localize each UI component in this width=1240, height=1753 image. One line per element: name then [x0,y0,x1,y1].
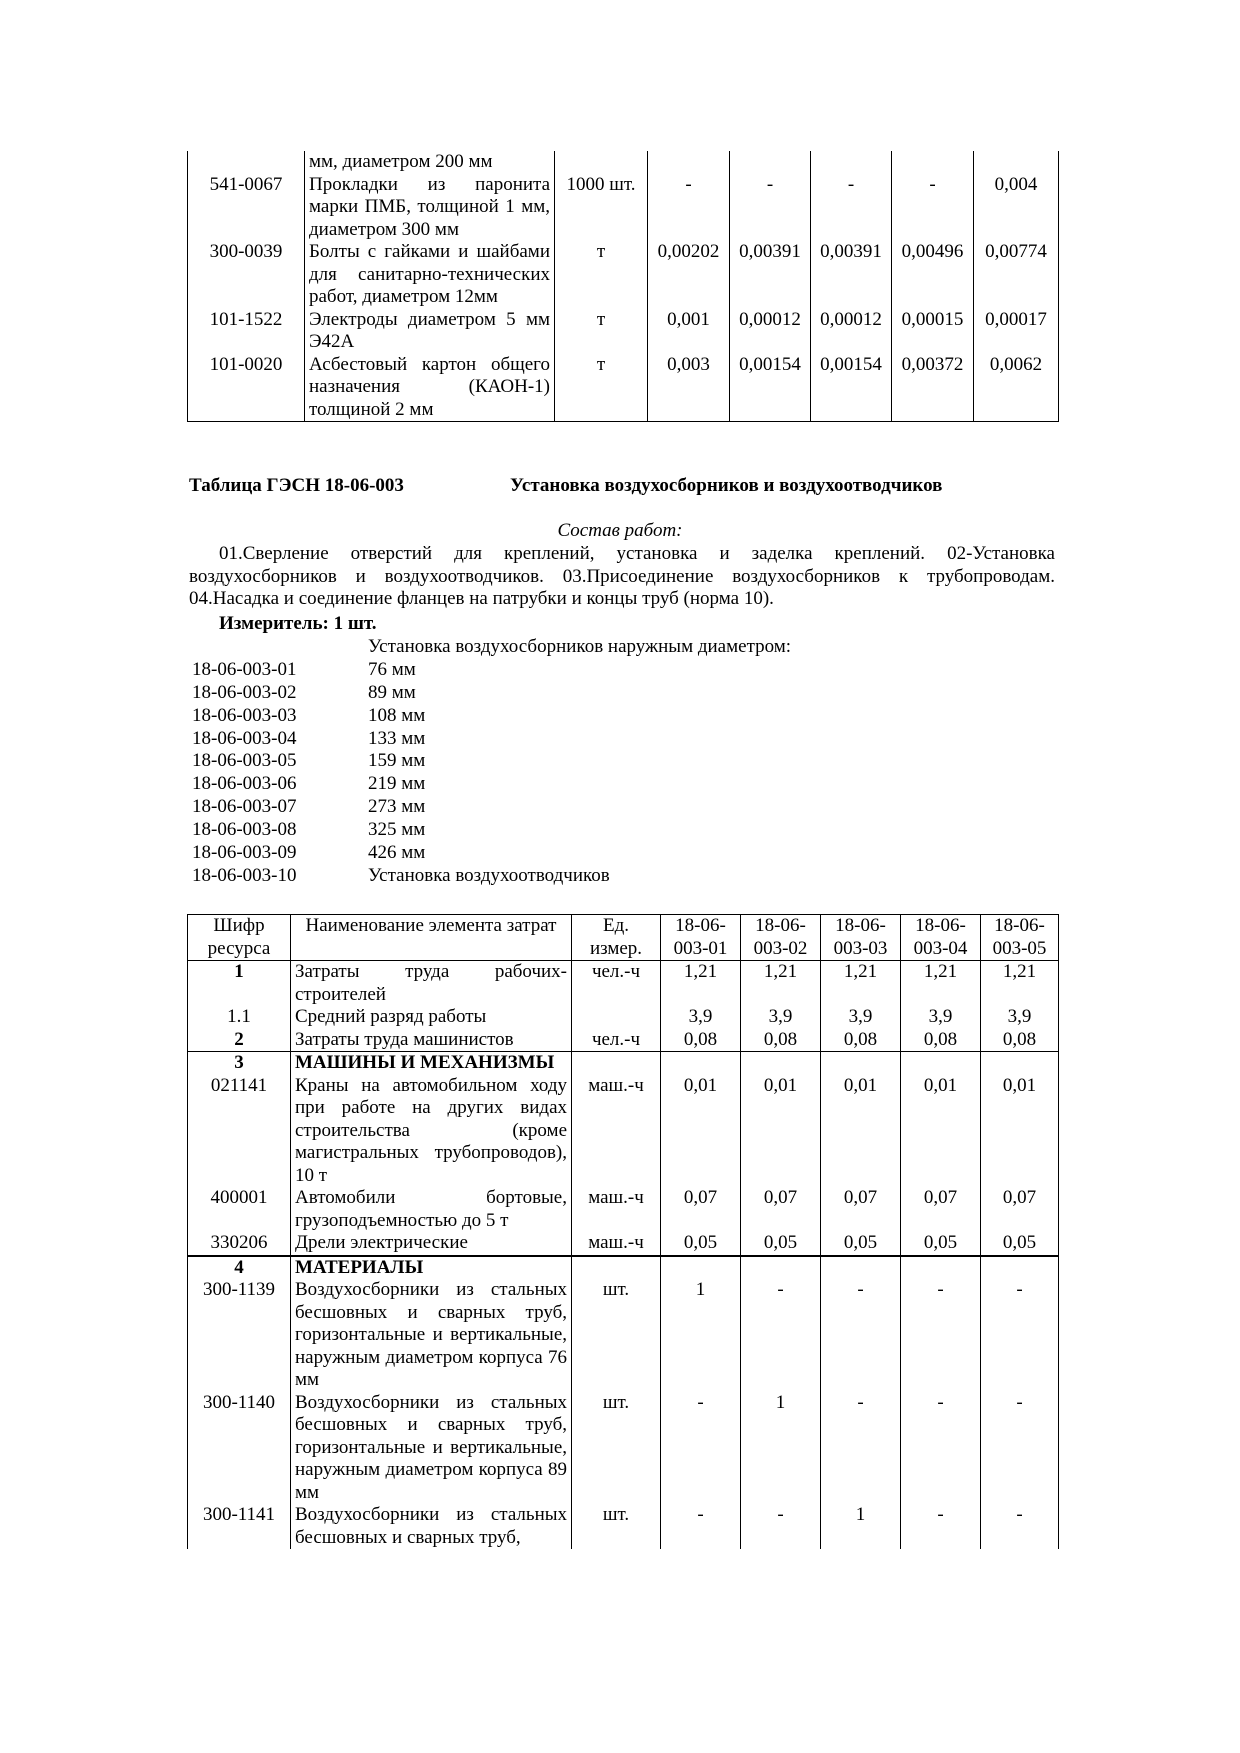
header-col-2: 18-06-003-02 [741,915,821,961]
resource-name: МАТЕРИАЛЫ [291,1256,572,1280]
resource-value: 0,001 [648,309,730,354]
resource-value: 1,21 [981,961,1059,1007]
resource-code: 300-1139 [188,1279,291,1392]
resource-value: 1 [821,1504,901,1549]
resource-code [188,151,305,174]
resource-value: - [892,174,974,242]
resource-value: 0,00012 [811,309,892,354]
resource-value: 0,00496 [892,241,974,309]
resource-code: 2 [188,1029,291,1052]
resource-code: 330206 [188,1232,291,1256]
table-row [188,1029,1059,1052]
resource-unit: 1000 шт. [555,174,648,242]
resource-unit: шт. [572,1392,661,1505]
table-row [188,1392,1059,1505]
resource-value: 1 [741,1392,821,1505]
table-title: Установка воздухосборников и воздухоотводчиков [510,475,943,496]
resource-value: - [648,174,730,242]
norm-code: 18-06-003-03 [192,704,297,726]
resource-value: 0,08 [821,1029,901,1052]
resource-code: 541-0067 [188,174,305,242]
resource-name: Воздухосборники из стальных бесшовных и сварных труб, горизонтальные и вертикальные, наружным диаметром корпуса 89 мм [291,1392,572,1505]
resource-value [892,151,974,174]
norm-code: 18-06-003-07 [192,796,297,818]
resource-code: 4 [188,1256,291,1280]
norm-code-description: 108 мм [368,704,426,726]
norm-code: 18-06-003-08 [192,819,297,841]
header-col-5: 18-06-003-05 [981,915,1059,961]
table-row [188,1075,1059,1188]
resource-code: 1 [188,961,291,1007]
resource-value: - [661,1392,741,1505]
resource-unit: шт. [572,1504,661,1549]
table-row [188,151,1059,174]
resource-value: 0,07 [661,1187,741,1232]
table-row [188,1006,1059,1029]
resource-unit: т [555,309,648,354]
resource-value: 0,004 [974,174,1059,242]
resource-unit: шт. [572,1279,661,1392]
resource-value [901,1256,981,1280]
header-col-1: 18-06-003-01 [661,915,741,961]
resource-code: 101-0020 [188,354,305,422]
resource-unit [572,1052,661,1075]
resource-name: Автомобили бортовые, грузоподъемностью до 5 т [291,1187,572,1232]
resource-name: Воздухосборники из стальных бесшовных и сварных труб, горизонтальные и вертикальные, наружным диаметром корпуса 76 мм [291,1279,572,1392]
resource-value: 0,05 [981,1232,1059,1256]
header-unit: Ед. измер. [572,915,661,961]
resource-value [741,1052,821,1075]
resource-value: 0,0062 [974,354,1059,422]
resource-code: 021141 [188,1075,291,1188]
resource-value: 0,00774 [974,241,1059,309]
table-row [188,241,1059,309]
norm-code-description: 325 мм [368,819,426,841]
resource-value: 0,08 [981,1029,1059,1052]
resource-unit [555,151,648,174]
resource-value: 1,21 [661,961,741,1007]
resource-name: Прокладки из паронита марки ПМБ, толщиной 1 мм, диаметром 300 мм [305,174,555,242]
resource-value: 0,00017 [974,309,1059,354]
resource-table-continued [187,151,1059,422]
table-row [188,1256,1059,1280]
resource-value: - [981,1392,1059,1505]
table-row [188,354,1059,422]
resource-code: 300-0039 [188,241,305,309]
resource-unit [572,1006,661,1029]
resource-value: 0,00012 [730,309,811,354]
resource-value: 0,08 [741,1029,821,1052]
resource-unit: т [555,354,648,422]
header-col-3: 18-06-003-03 [821,915,901,961]
resource-value: 1,21 [901,961,981,1007]
resource-value [821,1256,901,1280]
resource-value: - [981,1279,1059,1392]
resource-value: 0,05 [821,1232,901,1256]
resource-value: 1 [661,1279,741,1392]
table-row [188,1504,1059,1549]
resource-value: - [741,1279,821,1392]
resource-name: Воздухосборники из стальных бесшовных и сварных труб, [291,1504,572,1549]
resource-code: 400001 [188,1187,291,1232]
resource-table [187,914,1059,1549]
resource-value [648,151,730,174]
resource-value: 1,21 [821,961,901,1007]
norm-code-description: 76 мм [368,658,416,680]
resource-code: 101-1522 [188,309,305,354]
resource-name: Дрели электрические [291,1232,572,1256]
resource-unit: маш.-ч [572,1187,661,1232]
resource-value [730,151,811,174]
resource-name: Краны на автомобильном ходу при работе на других видах строительства (кроме магистральных трубопроводов), 10 т [291,1075,572,1188]
norm-code: 18-06-003-04 [192,727,297,749]
resource-value: - [901,1392,981,1505]
table-row [188,1279,1059,1392]
resource-value: 0,00391 [730,241,811,309]
resource-value [811,151,892,174]
table-row [188,1232,1059,1256]
resource-value: 3,9 [661,1006,741,1029]
norm-code-intro-text: Установка воздухосборников наружным диаметром: [368,636,792,657]
resource-value: 0,00391 [811,241,892,309]
resource-value: - [741,1504,821,1549]
header-code: Шифр ресурса [188,915,291,961]
resource-value [974,151,1059,174]
resource-name: Болты с гайками и шайбами для санитарно-технических работ, диаметром 12мм [305,241,555,309]
resource-value: 0,00154 [730,354,811,422]
norm-code-description: 426 мм [368,842,426,864]
resource-value: 0,08 [661,1029,741,1052]
header-name: Наименование элемента затрат [291,915,572,961]
resource-name: МАШИНЫ И МЕХАНИЗМЫ [291,1052,572,1075]
resource-name: Электроды диаметром 5 мм Э42А [305,309,555,354]
work-composition-text: 01.Сверление отверстий для креплений, установка и заделка креплений. 02-Установка воздухосборников и воздухоотводчиков. 03.Присоединение воздухосборников к трубопроводам. 04.Насадка и соединение фланцев на патрубки и концы труб (норма 10). [189,543,1055,609]
resource-value: - [661,1504,741,1549]
resource-code: 3 [188,1052,291,1075]
norm-code-description: Установка воздухоотводчиков [368,864,610,886]
resource-value: 3,9 [821,1006,901,1029]
resource-value: - [901,1279,981,1392]
table-header-row [188,915,1059,961]
resource-value: 0,00154 [811,354,892,422]
resource-value: 0,08 [901,1029,981,1052]
resource-value: 0,01 [981,1075,1059,1188]
header-col-4: 18-06-003-04 [901,915,981,961]
resource-value [821,1052,901,1075]
resource-unit: т [555,241,648,309]
resource-value: - [821,1279,901,1392]
table-row [188,1187,1059,1232]
resource-value: 0,00015 [892,309,974,354]
resource-value: 0,01 [901,1075,981,1188]
resource-name: Средний разряд работы [291,1006,572,1029]
resource-code: 300-1141 [188,1504,291,1549]
norm-code: 18-06-003-09 [192,842,297,864]
resource-value [661,1052,741,1075]
table-code: Таблица ГЭСН 18-06-003 [189,475,404,496]
table-row [188,174,1059,242]
resource-value: 0,05 [661,1232,741,1256]
resource-value: 0,05 [901,1232,981,1256]
norm-code-description: 133 мм [368,727,426,749]
resource-name: Асбестовый картон общего назначения (КАОН-1) толщиной 2 мм [305,354,555,422]
norm-code: 18-06-003-06 [192,773,297,795]
resource-value [901,1052,981,1075]
resource-value: 0,01 [821,1075,901,1188]
resource-value: - [821,1392,901,1505]
work-composition-title: Состав работ: [557,520,683,541]
resource-value: 0,003 [648,354,730,422]
resource-unit: чел.-ч [572,961,661,1007]
resource-unit [572,1256,661,1280]
norm-code: 18-06-003-05 [192,750,297,772]
resource-value: 3,9 [741,1006,821,1029]
norm-code-description: 219 мм [368,773,426,795]
resource-value: 3,9 [981,1006,1059,1029]
norm-code: 18-06-003-02 [192,681,297,703]
resource-name: Затраты труда рабочих-строителей [291,961,572,1007]
resource-value [981,1052,1059,1075]
resource-value: - [730,174,811,242]
resource-unit: маш.-ч [572,1232,661,1256]
resource-unit: маш.-ч [572,1075,661,1188]
table-row [188,961,1059,1007]
resource-code: 1.1 [188,1006,291,1029]
resource-value: 0,07 [901,1187,981,1232]
resource-value: 0,00202 [648,241,730,309]
table-row [188,309,1059,354]
resource-value: 0,07 [741,1187,821,1232]
resource-name: мм, диаметром 200 мм [305,151,555,174]
resource-name: Затраты труда машинистов [291,1029,572,1052]
resource-value [741,1256,821,1280]
norm-code: 18-06-003-10 [192,864,297,886]
resource-value: - [811,174,892,242]
resource-value: 0,07 [821,1187,901,1232]
resource-value: 0,07 [981,1187,1059,1232]
resource-value: - [981,1504,1059,1549]
resource-value: 3,9 [901,1006,981,1029]
table-row [188,1052,1059,1075]
resource-value: 0,01 [661,1075,741,1188]
resource-code: 300-1140 [188,1392,291,1505]
norm-code-description: 273 мм [368,796,426,818]
resource-value [981,1256,1059,1280]
norm-code-description: 159 мм [368,750,426,772]
resource-value: - [901,1504,981,1549]
norm-code: 18-06-003-01 [192,658,297,680]
resource-unit: чел.-ч [572,1029,661,1052]
resource-value: 1,21 [741,961,821,1007]
norm-code-description: 89 мм [368,681,416,703]
resource-value: 0,01 [741,1075,821,1188]
resource-value [661,1256,741,1280]
measure-unit: Измеритель: 1 шт. [219,613,377,634]
resource-value: 0,00372 [892,354,974,422]
resource-value: 0,05 [741,1232,821,1256]
